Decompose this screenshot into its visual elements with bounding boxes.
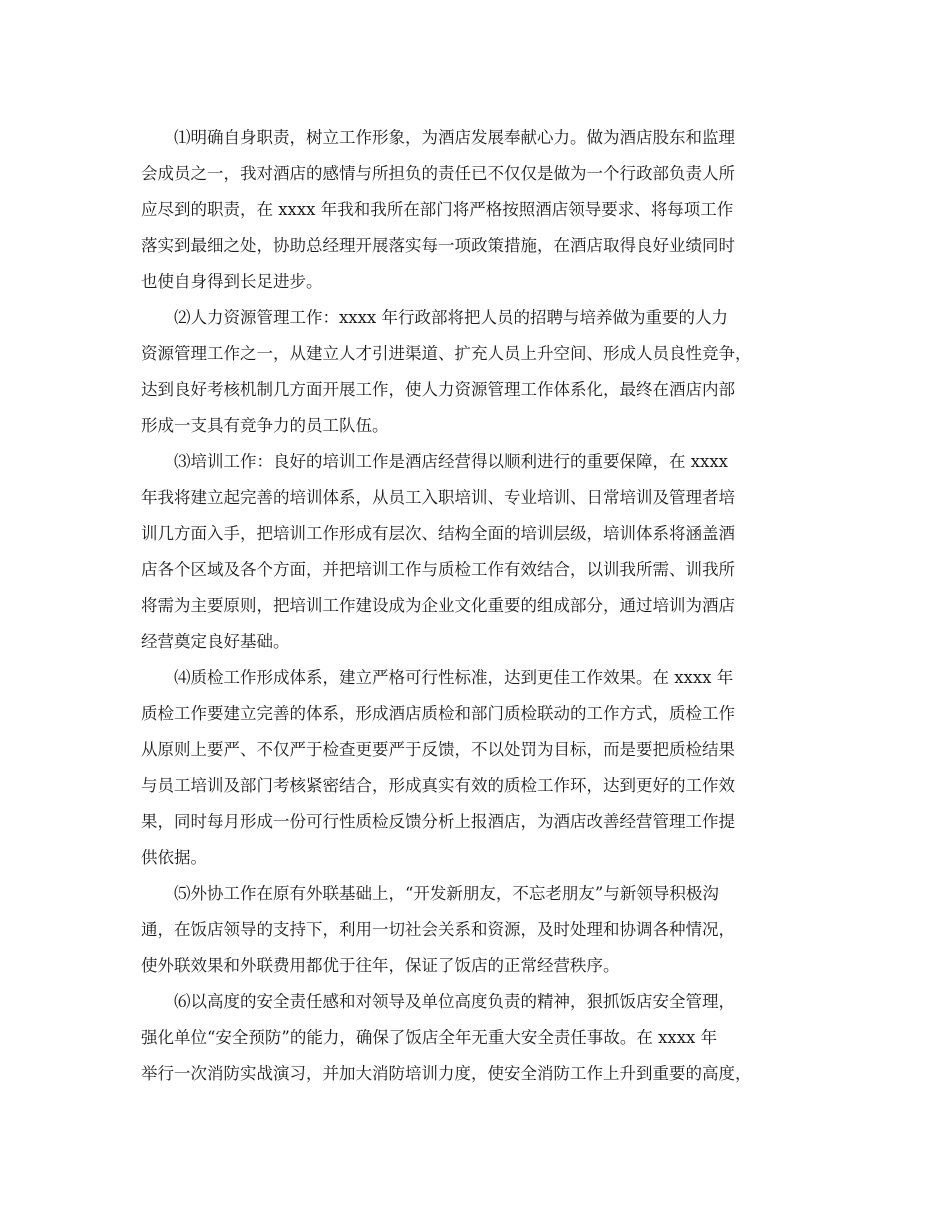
paragraph-2	[141, 300, 821, 444]
paragraph-line: ⑴明确自身职责，树立工作形象，为酒店发展奉献心力。做为酒店股东和监理	[174, 128, 735, 147]
paragraph-1	[141, 120, 821, 300]
paragraph-line: 质检工作要建立完善的体系，形成酒店质检和部门质检联动的工作方式，质检工作	[141, 704, 735, 723]
paragraph-line: 训几方面入手，把培训工作形成有层次、结构全面的培训层级，培训体系将涵盖酒	[141, 524, 735, 543]
paragraph-line: ⑵人力资源管理工作：xxxx 年行政部将把人员的招聘与培养做为重要的人力	[174, 308, 728, 327]
paragraph-line: 通，在饭店领导的支持下，利用一切社会关系和资源，及时处理和协调各种情况，	[141, 920, 735, 939]
paragraph-line: ⑸外协工作在原有外联基础上，“开发新朋友，不忘老朋友”与新领导积极沟	[174, 884, 719, 903]
paragraph-line: 形成一支具有竞争力的员工队伍。	[141, 416, 389, 435]
paragraph-line: 年我将建立起完善的培训体系，从员工入职培训、专业培训、日常培训及管理者培	[141, 488, 735, 507]
paragraph-line: 经营奠定良好基础。	[141, 632, 290, 651]
paragraph-line: 供依据。	[141, 848, 207, 867]
paragraph-line: 使外联效果和外联费用都优于往年，保证了饭店的正常经营秩序。	[141, 956, 620, 975]
paragraph-line: 店各个区域及各个方面，并把培训工作与质检工作有效结合，以训我所需、训我所	[141, 560, 735, 579]
paragraph-line: 举行一次消防实战演习，并加大消防培训力度，使安全消防工作上升到重要的高度，	[141, 1064, 752, 1083]
paragraph-line: 果，同时每月形成一份可行性质检反馈分析上报酒店，为酒店改善经营管理工作提	[141, 812, 735, 831]
paragraph-line: ⑷质检工作形成体系，建立严格可行性标准，达到更佳工作效果。在 xxxx 年	[174, 668, 734, 687]
paragraph-line: 从原则上要严、不仅严于检查更要严于反馈，不以处罚为目标，而是要把质检结果	[141, 740, 735, 759]
paragraph-line: 也使自身得到长足进步。	[141, 272, 323, 291]
document-body	[141, 120, 821, 1092]
paragraph-5	[141, 876, 821, 984]
paragraph-4	[141, 660, 821, 876]
paragraph-3	[141, 444, 821, 660]
paragraph-6	[141, 984, 821, 1092]
paragraph-line: 与员工培训及部门考核紧密结合，形成真实有效的质检工作环，达到更好的工作效	[141, 776, 735, 795]
paragraph-line: 应尽到的职责，在 xxxx 年我和我所在部门将严格按照酒店领导要求、将每项工作	[141, 200, 734, 219]
paragraph-line: 会成员之一，我对酒店的感情与所担负的责任已不仅仅是做为一个行政部负责人所	[141, 164, 735, 183]
paragraph-line: 落实到最细之处，协助总经理开展落实每一项政策措施，在酒店取得良好业绩同时	[141, 236, 735, 255]
paragraph-line: 将需为主要原则，把培训工作建设成为企业文化重要的组成部分，通过培训为酒店	[141, 596, 735, 615]
paragraph-line: ⑹以高度的安全责任感和对领导及单位高度负责的精神，狠抓饭店安全管理，	[174, 992, 735, 1011]
paragraph-line: 强化单位“安全预防”的能力，确保了饭店全年无重大安全责任事故。在 xxxx 年	[141, 1028, 718, 1047]
paragraph-line: ⑶培训工作：良好的培训工作是酒店经营得以顺利进行的重要保障，在 xxxx	[174, 452, 728, 471]
paragraph-line: 资源管理工作之一，从建立人才引进渠道、扩充人员上升空间、形成人员良性竞争，	[141, 344, 752, 363]
paragraph-line: 达到良好考核机制几方面开展工作，使人力资源管理工作体系化，最终在酒店内部	[141, 380, 735, 399]
